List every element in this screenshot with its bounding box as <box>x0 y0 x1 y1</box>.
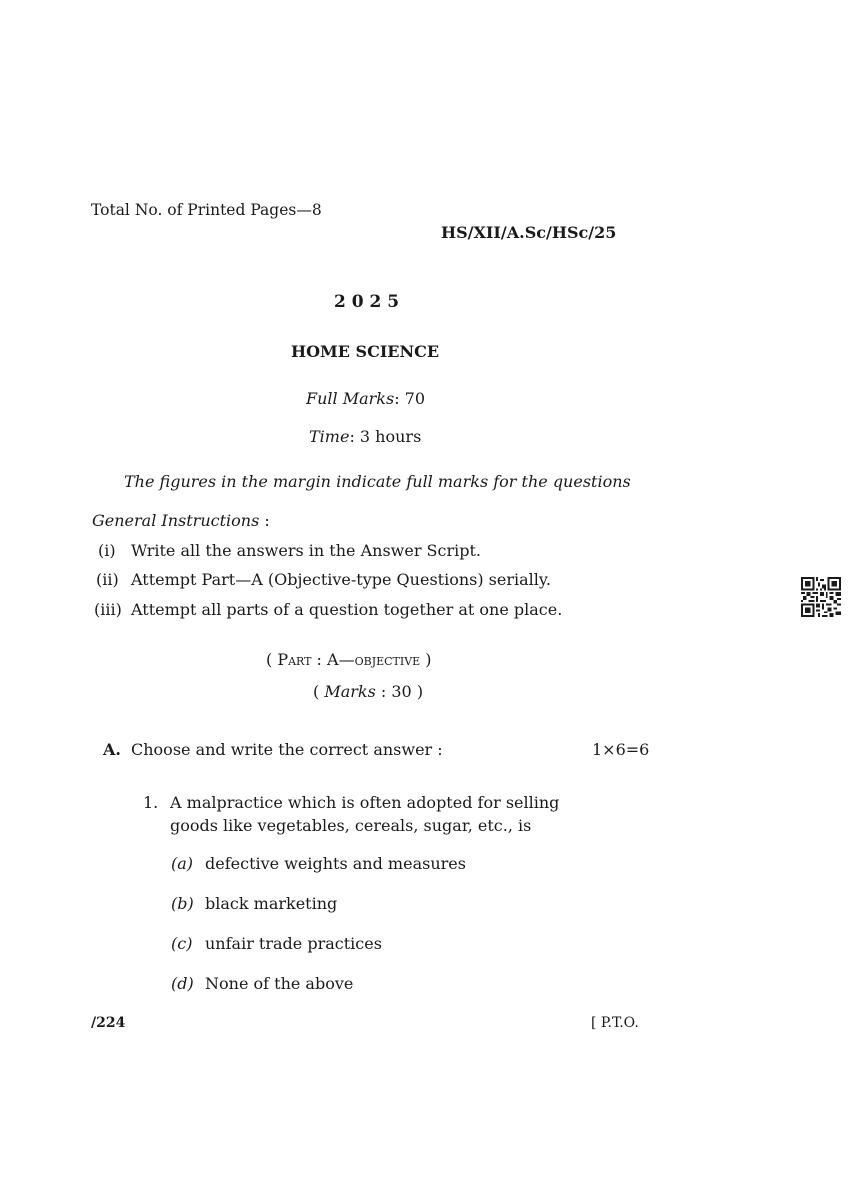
instruction-number: (iii) <box>94 600 122 619</box>
full-marks-value: : 70 <box>394 389 426 408</box>
instruction-text: Attempt Part—A (Objective-type Questions) serially. <box>131 570 551 589</box>
option-label: (c) <box>171 934 193 953</box>
full-marks-label: Full Marks <box>306 389 395 408</box>
section-a-instruction: Choose and write the correct answer : <box>131 740 443 759</box>
part-marks-label: Marks <box>324 682 376 701</box>
instruction-text: Write all the answers in the Answer Script. <box>131 541 481 560</box>
instruction-item <box>94 541 481 560</box>
question-number: 1. <box>143 793 159 812</box>
time-allowed <box>309 427 421 446</box>
option-text: black marketing <box>205 894 338 913</box>
instruction-text: Attempt all parts of a question together at one place. <box>131 600 563 619</box>
option-b <box>171 894 337 913</box>
part-title-close: ) <box>420 650 432 669</box>
part-marks-value: : 30 ) <box>375 682 424 701</box>
full-marks <box>306 389 425 408</box>
paper-code: HS/XII/A.Sc/HSc/25 <box>441 223 617 242</box>
option-text: unfair trade practices <box>205 934 382 953</box>
footer-code: /224 <box>91 1015 126 1031</box>
instruction-number: (i) <box>98 541 116 560</box>
instructions-heading-colon: : <box>259 511 270 530</box>
part-title-part: Part <box>277 650 312 669</box>
option-label: (d) <box>171 974 194 993</box>
instruction-number: (ii) <box>96 570 119 589</box>
qr-code <box>801 577 841 617</box>
part-marks <box>313 682 423 701</box>
time-label: Time <box>309 427 350 446</box>
printed-pages-note: Total No. of Printed Pages—8 <box>91 201 322 219</box>
option-label: (b) <box>171 894 194 913</box>
part-title-objective: objective <box>354 650 421 669</box>
part-title <box>266 650 432 669</box>
option-text: defective weights and measures <box>205 854 466 873</box>
part-marks-open: ( <box>313 682 325 701</box>
option-label: (a) <box>171 854 194 873</box>
part-title-open: ( <box>266 650 278 669</box>
time-value: : 3 hours <box>349 427 422 446</box>
instruction-item <box>94 600 562 619</box>
instructions-heading-label: General Instructions <box>92 511 260 530</box>
option-d <box>171 974 353 993</box>
option-c <box>171 934 382 953</box>
exam-year: 2 0 2 5 <box>334 292 400 312</box>
section-a-label: A. <box>103 740 121 759</box>
footer-pto: [ P.T.O. <box>591 1015 639 1031</box>
subject-title: HOME SCIENCE <box>291 342 440 361</box>
margin-note: The figures in the margin indicate full marks for the questions <box>124 472 631 491</box>
question-text-line-1: A malpractice which is often adopted for selling <box>170 793 560 812</box>
option-text: None of the above <box>205 974 354 993</box>
part-title-mid: : A— <box>311 650 355 669</box>
question-text-line-2: goods like vegetables, cereals, sugar, etc., is <box>170 816 532 835</box>
instructions-heading <box>92 511 270 530</box>
instruction-item <box>94 570 551 589</box>
section-a-marks: 1×6=6 <box>592 740 650 759</box>
option-a <box>171 854 466 873</box>
